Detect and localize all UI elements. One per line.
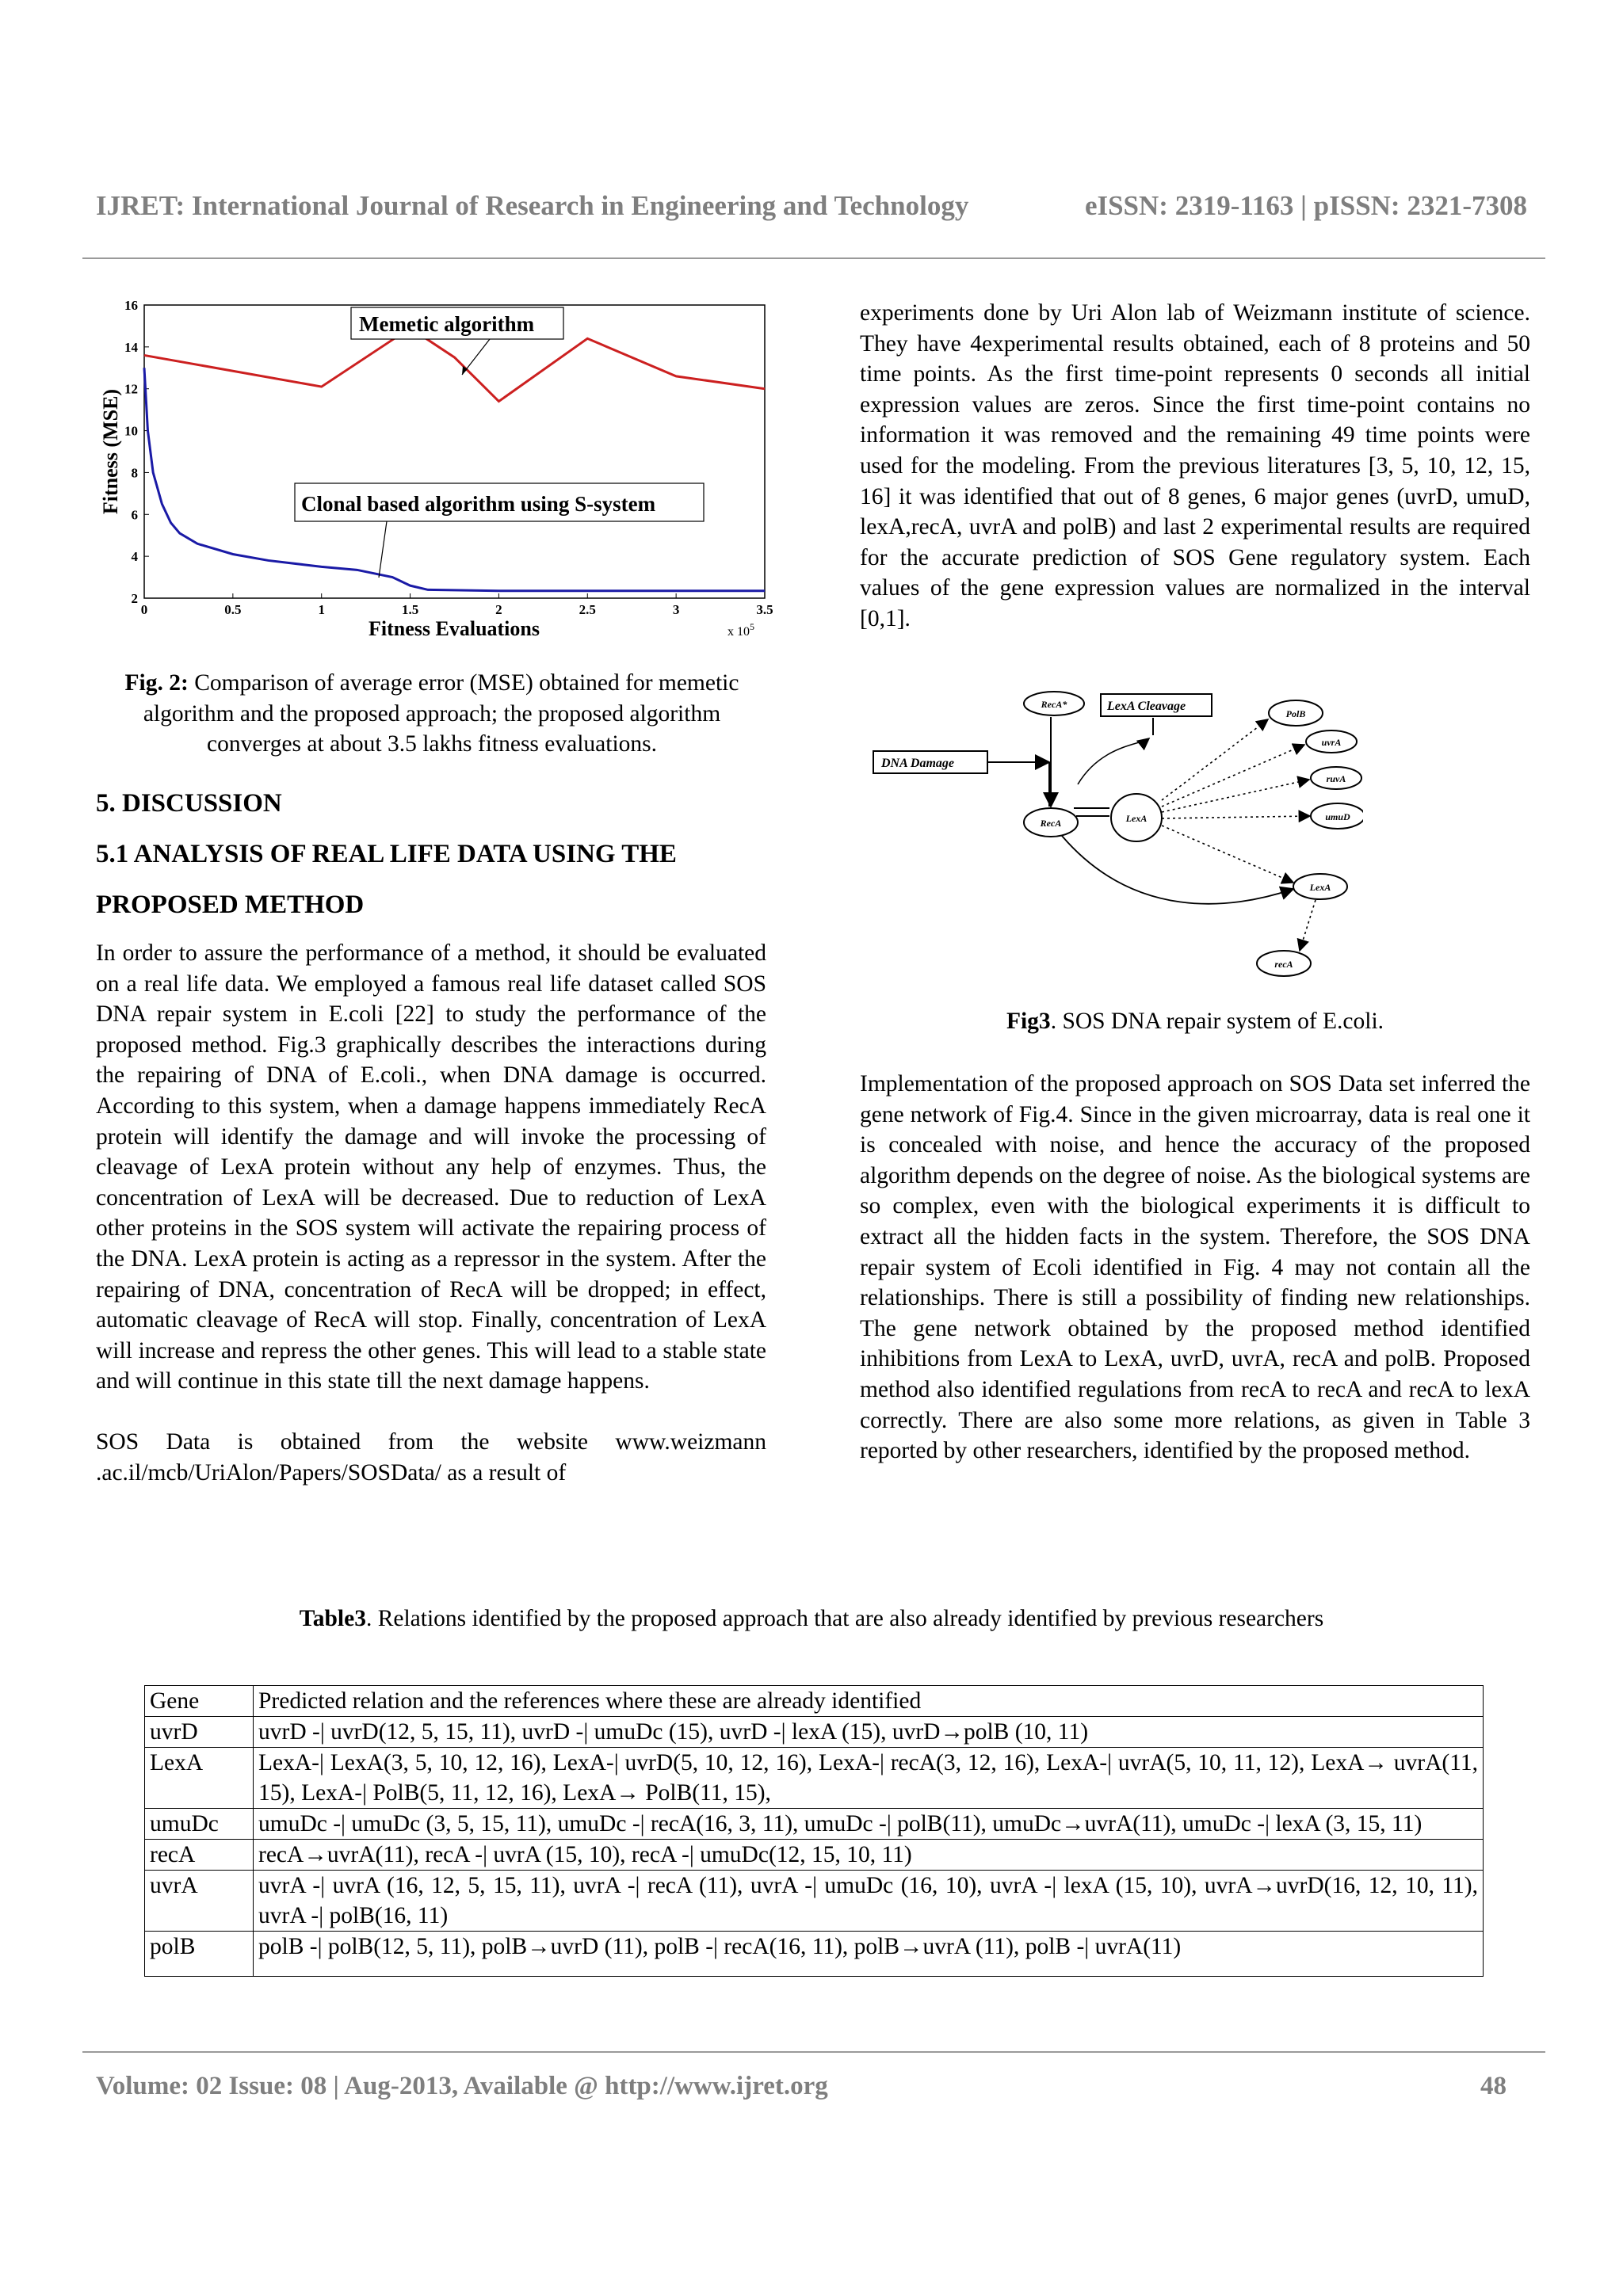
- table-row: [145, 1932, 1484, 1977]
- table-cell-gene: LexA: [145, 1748, 254, 1809]
- figure3-caption: [860, 1006, 1530, 1037]
- table-header-gene: Gene: [145, 1686, 254, 1717]
- paragraph-intro: In order to assure the performance of a method, it should be evaluated on a real life data. We employed a famous real life dataset called SOS DNA repair system in E.coli [22] to study the performance of the proposed method. Fig.3 graphically describes the interactions during the repairing of DNA of E.coli., when DNA damage is occurred. According to this system, when a damage happens immediately RecA protein will identify the damage and will invoke the processing of cleavage of LexA protein without any help of enzymes. Thus, the concentration of LexA will be decreased. Due to reduction of LexA other proteins in the SOS system will activate the repairing process of the DNA. LexA protein is acting as a repressor in the system. After the repairing of DNA, concentration of RecA will be dropped; in effect, automatic cleavage of RecA will stop. Finally, concentration of LexA will increase and repress the other genes. This will lead to a stable state and will continue in this state till the next damage happens.: [96, 940, 766, 1394]
- table-cell-gene: uvrA: [145, 1871, 254, 1932]
- x-tick-label: 2: [495, 602, 502, 617]
- x-tick-label: 3: [672, 602, 680, 617]
- table-cell-gene: recA: [145, 1840, 254, 1871]
- x-tick-label: 0.5: [224, 602, 242, 617]
- ruva-label: ruvA: [1326, 773, 1346, 784]
- section-discussion: 5. DISCUSSION: [96, 789, 282, 818]
- table-cell-relation: uvrD -| uvrD(12, 5, 15, 11), uvrD -| umuDc (15), uvrD -| lexA (15), uvrD→polB (10, 11): [254, 1717, 1484, 1748]
- reca-bottom-label: recA: [1274, 959, 1293, 970]
- table-row: [145, 1748, 1484, 1809]
- sos-network-diagram: [872, 689, 1363, 982]
- reca-star-label: RecA*: [1041, 699, 1067, 710]
- table-cell-gene: uvrD: [145, 1717, 254, 1748]
- table-cell-gene: umuDc: [145, 1809, 254, 1840]
- running-header: [96, 190, 1537, 222]
- umud-label: umuD: [1325, 811, 1350, 822]
- relations-table: [144, 1685, 1484, 1977]
- issn: eISSN: 2319-1163 | pISSN: 2321-7308: [1084, 190, 1527, 221]
- table-cell-relation: polB -| polB(12, 5, 11), polB→uvrD (11), polB -| recA(16, 11), polB→uvrA (11), polB -| uvrA(11): [254, 1932, 1484, 1977]
- memetic-annotation: Memetic algorithm: [359, 312, 535, 336]
- x-tick-label: 3.5: [756, 602, 773, 617]
- table-cell-relation: recA→uvrA(11), recA -| uvrA (15, 10), recA -| umuDc(12, 15, 10, 11): [254, 1840, 1484, 1871]
- dna-damage-label: DNA Damage: [881, 757, 954, 770]
- footer-text: Volume: 02 Issue: 08 | Aug-2013, Available @ http://www.ijret.org: [96, 2072, 828, 2100]
- x-tick-label: 0: [140, 602, 148, 617]
- y-tick-label: 8: [131, 465, 138, 481]
- x-tick-label: 2.5: [579, 602, 596, 617]
- running-footer: [96, 2072, 1507, 2101]
- paragraph-experiments: experiments done by Uri Alon lab of Weizmann institute of science. They have 4experimental results obtained, each of 8 proteins and 50 time points. As the first time-point represents 0 seconds all initial expression values are zeros. Since the first time-point contains no information it was removed and the remaining 49 time points were used for the modeling. From the previous literatures [3, 5, 10, 12, 15, 16] it was identified that out of 8 genes, 6 major genes (uvrD, umuD, lexA,recA, uvrA and polB) and last 2 experimental results are required for the accurate prediction of SOS Gene regulatory system. Each values of the gene expression values are normalized in the interval [0,1].: [860, 300, 1530, 631]
- y-tick-label: 6: [131, 507, 138, 523]
- diagram-dashed-edges: [1162, 719, 1316, 951]
- x-tick-label: 1.5: [401, 602, 419, 617]
- lexa-label: LexA: [1125, 813, 1148, 824]
- journal-title: IJRET: International Journal of Research in Engineering and Technology: [96, 190, 969, 221]
- x-tick-label: 1: [318, 602, 325, 617]
- table-cell-relation: LexA-| LexA(3, 5, 10, 12, 16), LexA-| uvrD(5, 10, 12, 16), LexA-| recA(3, 12, 16), LexA-| uvrA(5, 10, 11, 12), LexA→ uvrA(11, 15), LexA-| PolB(5, 11, 12, 16), LexA→ PolB(11, 15),: [254, 1748, 1484, 1809]
- y-tick-label: 12: [124, 381, 138, 397]
- clonal-annotation: Clonal based algorithm using S-system: [301, 492, 656, 516]
- header-rule: [82, 257, 1545, 259]
- y-tick-label: 16: [124, 298, 138, 313]
- section-analysis-line2: PROPOSED METHOD: [96, 891, 365, 919]
- figure2-caption: [95, 668, 769, 760]
- y-tick-label: 4: [131, 549, 138, 565]
- y-tick-label: 14: [124, 339, 138, 355]
- y-axis-label: Fitness (MSE): [99, 388, 122, 515]
- polb-label: PolB: [1285, 708, 1306, 719]
- table-row: [145, 1809, 1484, 1840]
- table-header-row: [145, 1686, 1484, 1717]
- page-number: 48: [1480, 2072, 1507, 2100]
- lexa-center-self-curve: [1078, 738, 1149, 784]
- table3-title-text: . Relations identified by the proposed approach that are also already identified by previous researchers: [365, 1606, 1324, 1631]
- left-column: [96, 938, 766, 1488]
- y-tick-label: 2: [131, 591, 138, 606]
- figure3-label: Fig3: [1006, 1009, 1051, 1034]
- right-column-bottom: [860, 1069, 1530, 1466]
- footer-rule: [82, 2051, 1545, 2053]
- paragraph-sos-data: SOS Data is obtained from the website www.weizmann .ac.il/mcb/UriAlon/Papers/SOSData/ as a result of: [96, 1428, 766, 1486]
- figure2-caption-text: Comparison of average error (MSE) obtained for memetic algorithm and the proposed approach; the proposed algorithm converges at about 3.5 lakhs fitness evaluations.: [143, 670, 739, 757]
- figure3-caption-text: . SOS DNA repair system of E.coli.: [1050, 1009, 1384, 1034]
- figure2-label: Fig. 2:: [124, 670, 189, 696]
- table-cell-gene: polB: [145, 1932, 254, 1977]
- table3-label: Table3: [299, 1606, 366, 1631]
- section-analysis-line1: 5.1 ANALYSIS OF REAL LIFE DATA USING THE: [96, 840, 677, 868]
- reca-to-lexa-right-curve: [1062, 836, 1293, 904]
- fitness-chart: [94, 293, 791, 650]
- table-header-relation: Predicted relation and the references where these are already identified: [254, 1686, 1484, 1717]
- y-tick-label: 10: [124, 423, 138, 439]
- lexa-right-label: LexA: [1309, 882, 1331, 893]
- table-cell-relation: umuDc -| umuDc (3, 5, 15, 11), umuDc -| recA(16, 3, 11), umuDc -| polB(11), umuDc→uvrA(11), umuDc -| lexA (3, 15, 11): [254, 1809, 1484, 1840]
- reca-label: RecA: [1040, 818, 1062, 829]
- paragraph-implementation: Implementation of the proposed approach on SOS Data set inferred the gene network of Fig.4. Since in the given microarray, data is real one it is concealed with noise, and hence the accuracy of the proposed algorithm depends on the degree of noise. As the biological systems are so complex, even with the biological experiments it is difficult to extract all the hidden facts in the system. Therefore, the SOS DNA repair system of Ecoli identified in Fig. 4 may not contain all the relationships. There is still a possibility of finding new relationships. The gene network obtained by the proposed method identified inhibitions from LexA to LexA, uvrD, uvrA, recA and polB. Proposed method also identified regulations from recA to recA and recA to lexA correctly. There are also some more relations, as given in Table 3 reported by other researchers, identified by the proposed method.: [860, 1071, 1530, 1464]
- x-axis-label: Fitness Evaluations: [369, 617, 540, 640]
- lexa-cleavage-label: LexA Cleavage: [1107, 700, 1186, 713]
- right-column-top: [860, 298, 1530, 635]
- table-cell-relation: uvrA -| uvrA (16, 12, 5, 15, 11), uvrA -| recA (11), uvrA -| umuDc (16, 10), uvrA -| lexA (15, 10), uvrA→uvrD(16, 12, 10, 11), uvrA -| polB(16, 11): [254, 1871, 1484, 1932]
- table-row: [145, 1717, 1484, 1748]
- table-row: [145, 1840, 1484, 1871]
- uvra-label: uvrA: [1321, 737, 1342, 748]
- table-row: [145, 1871, 1484, 1932]
- x-multiplier: x $10^5$: [727, 621, 754, 639]
- table3-title: [0, 1606, 1623, 1632]
